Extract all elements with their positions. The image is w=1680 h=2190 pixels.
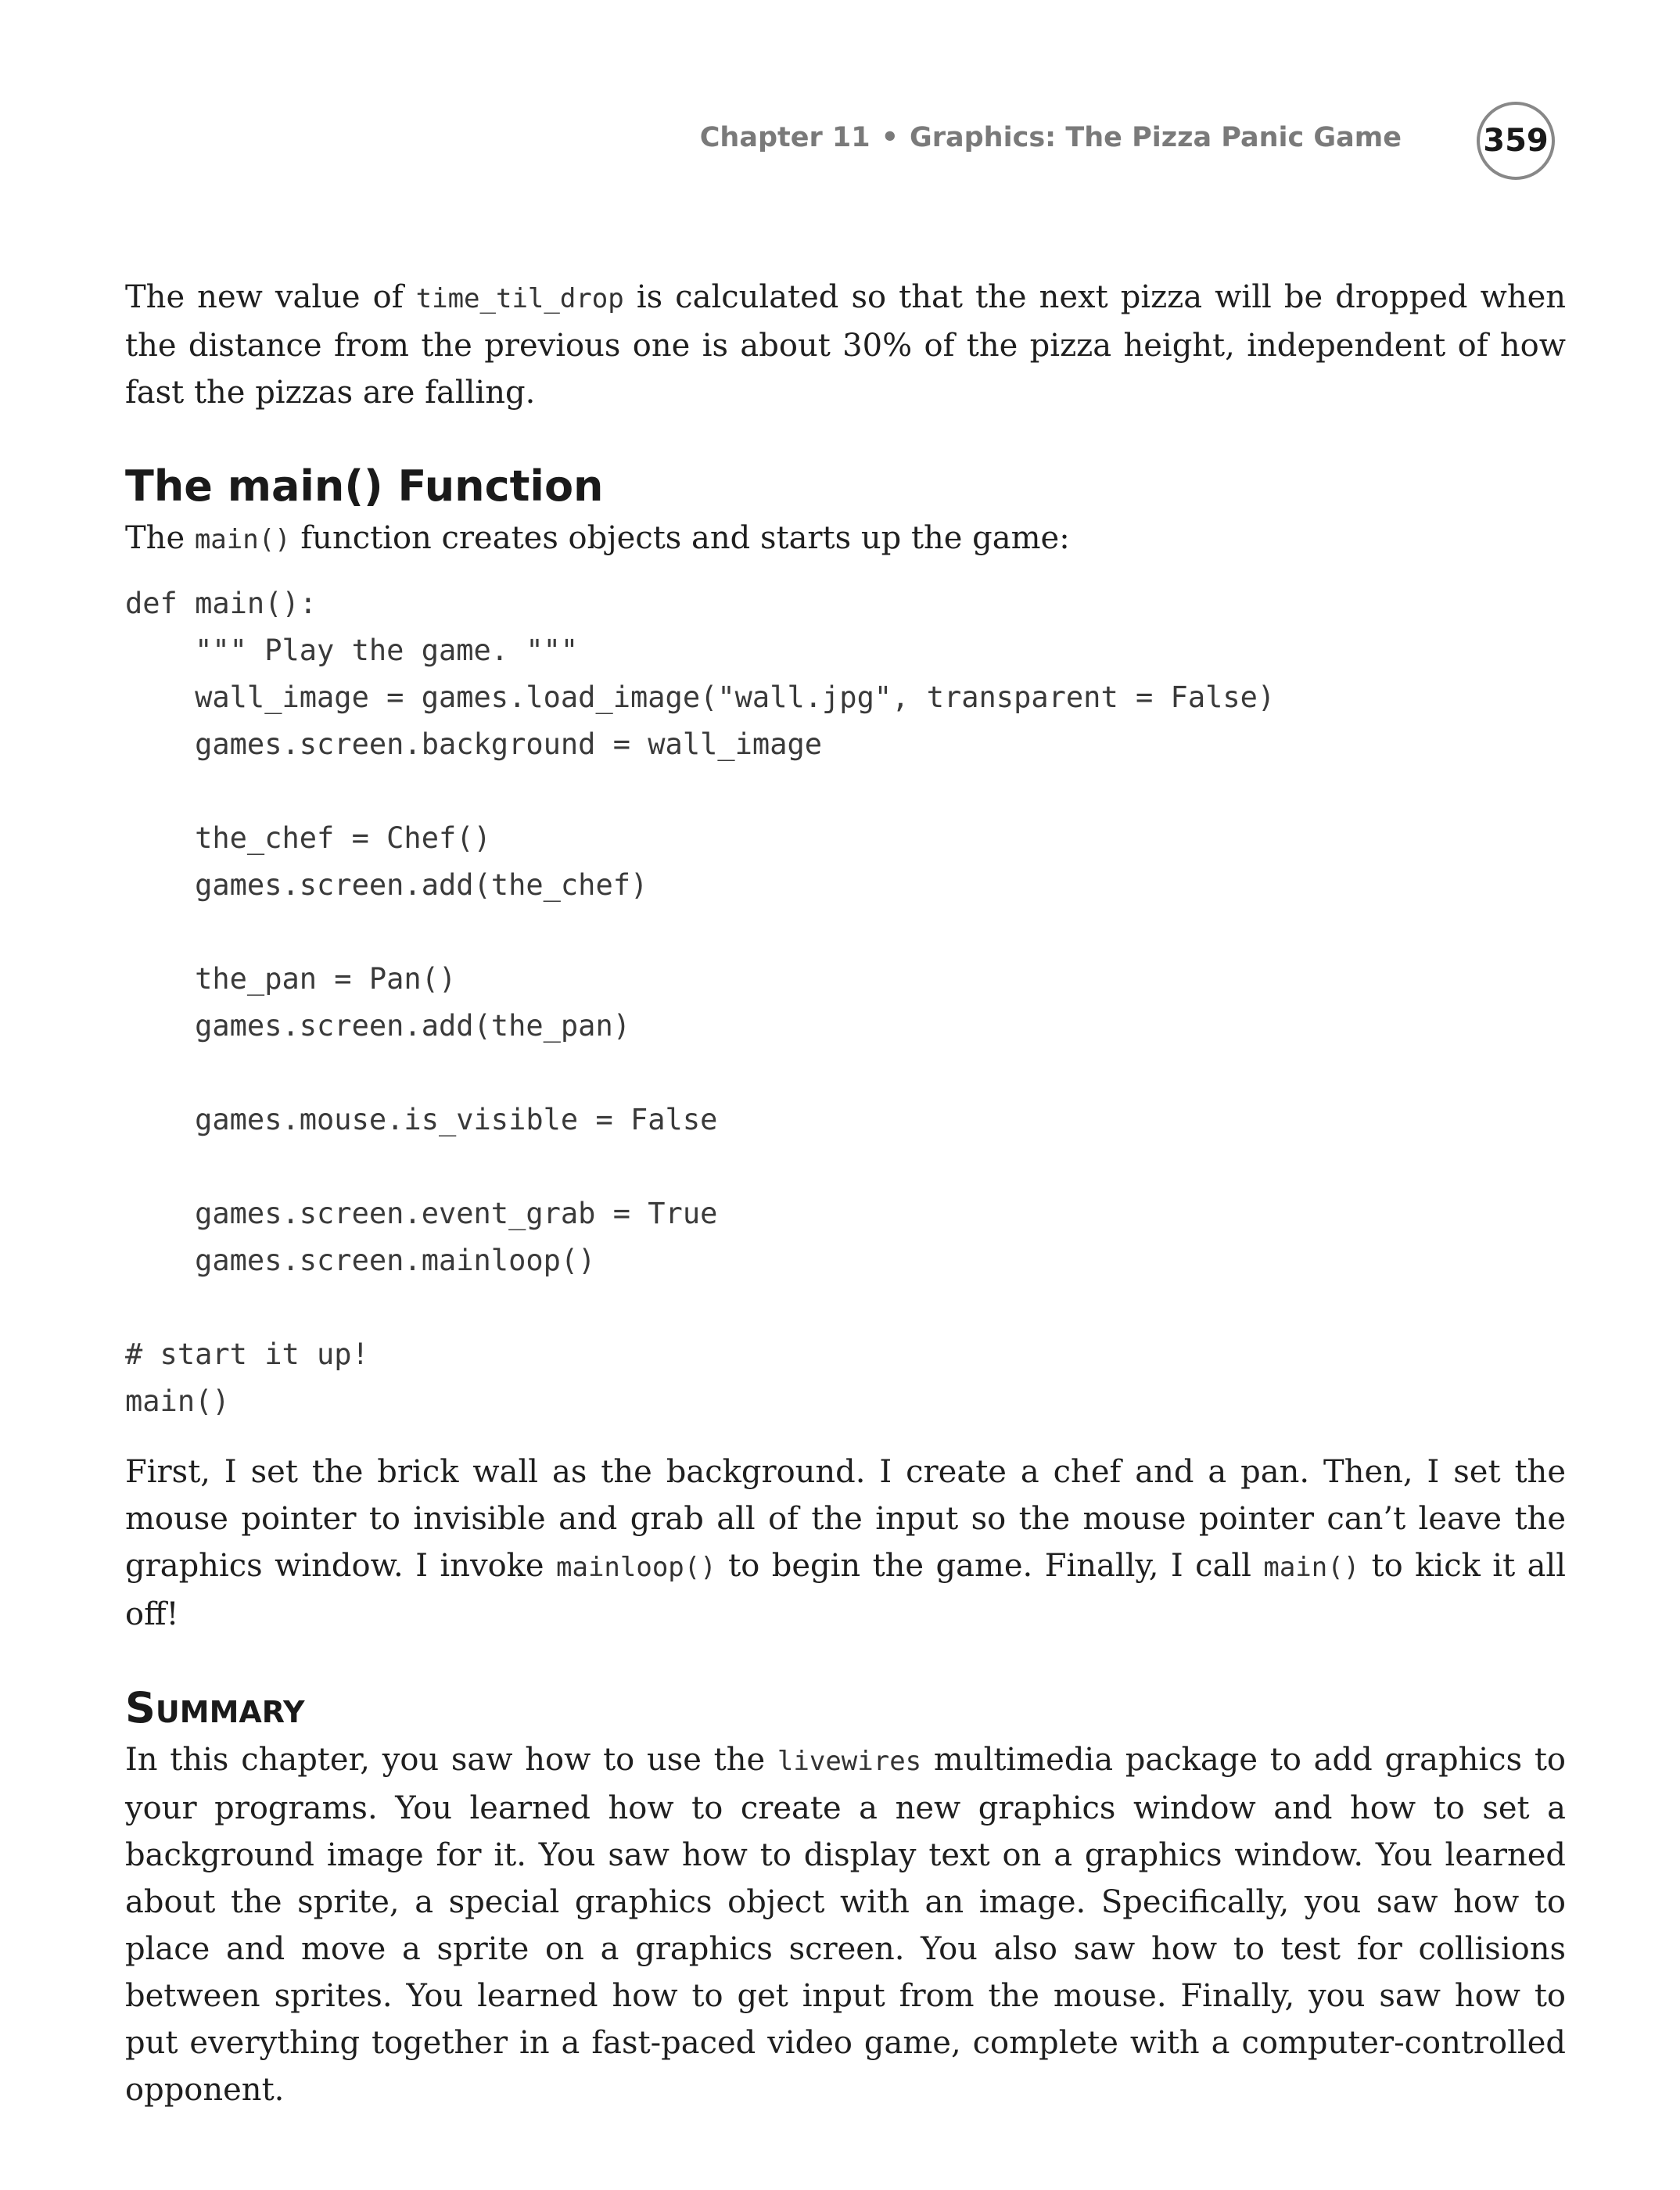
code-line: def main(): [125,587,318,620]
page-number: 359 [1477,102,1555,180]
lead-text: function creates objects and starts up the game: [290,520,1070,556]
code-line: # start it up! [125,1337,369,1371]
code-line: games.screen.background = wall_image [125,727,823,761]
code-line: games.mouse.is_visible = False [125,1103,718,1136]
inline-code: mainloop() [556,1552,716,1583]
intro-text: is calculated so that the next pizza will be dropped when the distance from the previous one is about 30% of the pizza height, independent of how fast the pizzas are falling. [125,279,1567,411]
intro-text: The new value of [125,279,416,315]
main-function-heading: The main() Function [125,461,604,511]
code-line: the_chef = Chef() [125,821,491,855]
summary-text: In this chapter, you saw how to use the [125,1742,777,1778]
code-line [125,1143,1566,1190]
inline-code: main() [194,524,291,555]
code-line: wall_image = games.load_image("wall.jpg", transparent = False) [125,680,1276,714]
code-line [125,1284,1566,1331]
code-line [125,909,1566,956]
page-header [0,102,1680,180]
code-line: games.screen.mainloop() [125,1244,596,1277]
inline-code: main() [1263,1552,1360,1583]
explanation-text: to kick it all off! [125,1548,1566,1632]
explanation-text: First, I set the brick wall as the background. I create a chef and a pan. Then, I set the mouse pointer to invisible and grab all of the input so the mouse pointer can’t leave the graphics window. I invoke [125,1454,1566,1584]
code-line: main() [125,1384,230,1418]
page-content [125,274,1566,2113]
code-listing [125,580,1566,1425]
explanation-paragraph [125,1449,1566,1638]
summary-text: multimedia package to add graphics to your programs. You learned how to create a new graphics window and how to set a background image for it. You saw how to display text on a graphics window. You learned about the sprite, a special graphics object with an image. Specifically, you saw how to place and move a sprite on a graphics screen. You also saw how to test for collisions between sprites. You learned how to get input from the mouse. Finally, you saw how to put everything together in a fast-paced video game, complete with a computer-controlled opponent. [125,1742,1567,2108]
explanation-text: to begin the game. Finally, I call [716,1548,1264,1584]
code-line: """ Play the game. """ [125,634,579,667]
inline-code: time_til_drop [415,283,624,314]
intro-paragraph [125,274,1566,416]
code-line [125,1050,1566,1097]
code-line: games.screen.event_grab = True [125,1197,718,1230]
code-line: games.screen.add(the_pan) [125,1009,631,1043]
lead-text: The [125,520,195,556]
running-head [700,122,1402,153]
code-line: games.screen.add(the_chef) [125,868,648,902]
main-lead-paragraph [125,515,1566,563]
header-separator: • [881,122,899,153]
chapter-title: Graphics: The Pizza Panic Game [910,122,1402,153]
inline-code: livewires [777,1746,922,1777]
summary-paragraph [125,1736,1566,2113]
code-line [125,768,1566,815]
code-line: the_pan = Pan() [125,962,457,996]
summary-heading: Summary [125,1683,305,1732]
chapter-label: Chapter 11 [699,122,871,153]
